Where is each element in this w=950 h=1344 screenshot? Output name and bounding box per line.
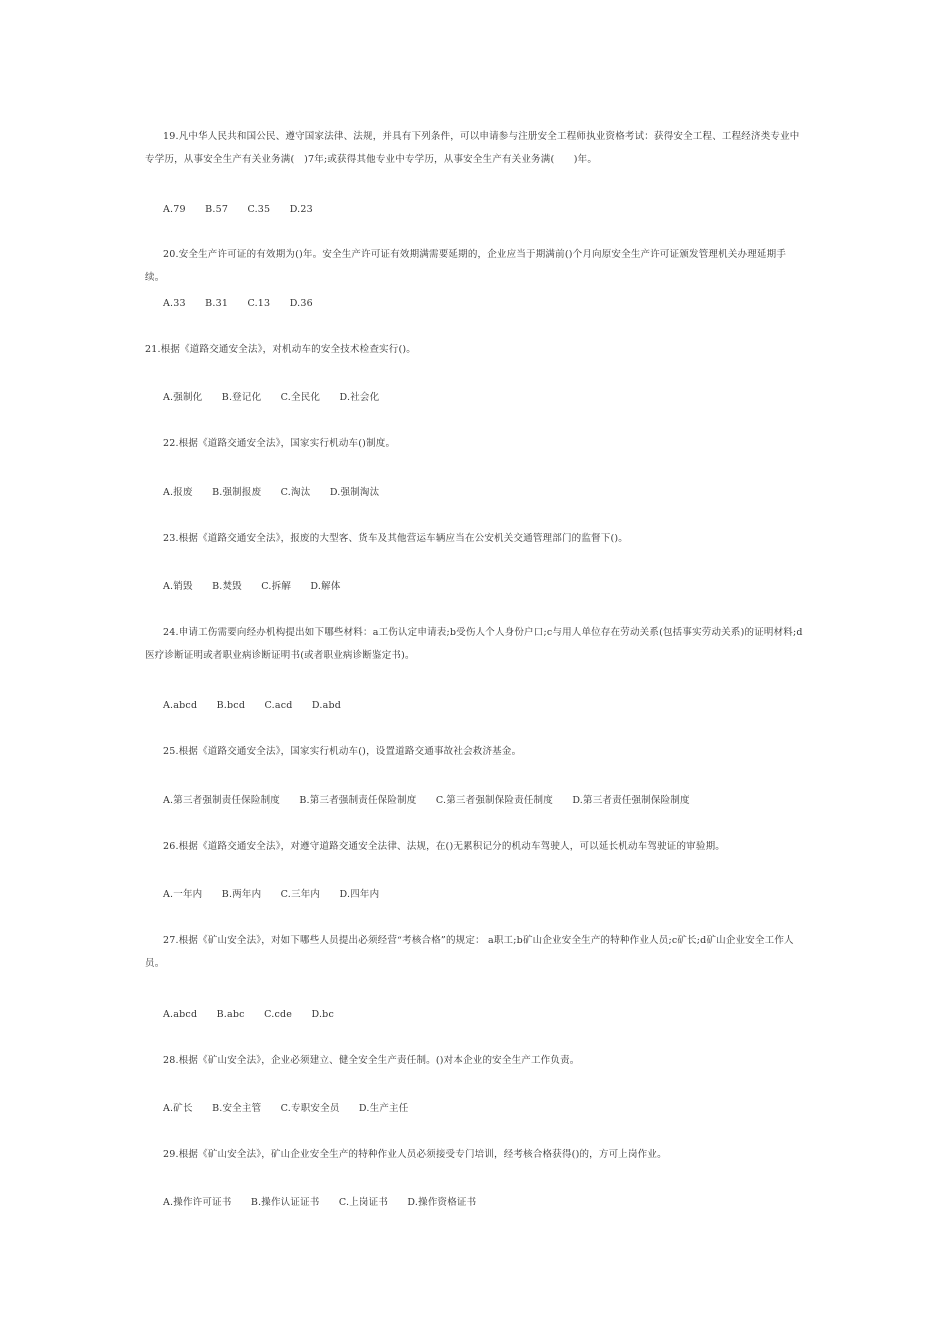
- question-26: 26.根据《道路交通安全法》，对遵守道路交通安全法律、法规，在()无累积记分的机动车驾驶人，可以延长机动车驾驶证的审验期。: [163, 841, 725, 852]
- options-26: A.一年内 B.两年内 C.三年内 D.四年内: [163, 889, 380, 900]
- options-22: A.报废 B.强制报废 C.淘汰 D.强制淘汰: [163, 487, 380, 498]
- question-21: 21.根据《道路交通安全法》，对机动车的安全技术检查实行()。: [145, 344, 416, 355]
- question-23: 23.根据《道路交通安全法》，报废的大型客、货车及其他营运车辆应当在公安机关交通管理部门的监督下()。: [163, 533, 628, 544]
- options-24: A.abcd B.bcd C.acd D.abd: [163, 700, 342, 711]
- question-20: 20.安全生产许可证的有效期为()年。安全生产许可证有效期满需要延期的，企业应当于期满前()个月向原安全生产许可证颁发管理机关办理延期手续。: [145, 249, 787, 283]
- options-23: A.销毁 B.焚毁 C.拆解 D.解体: [163, 581, 341, 592]
- question-29: 29.根据《矿山安全法》，矿山企业安全生产的特种作业人员必须接受专门培训，经考核合格获得()的，方可上岗作业。: [163, 1149, 667, 1160]
- question-24: 24.申请工伤需要向经办机构提出如下哪些材料：a工伤认定申请表;b受伤人个人身份户口;c与用人单位存在劳动关系(包括事实劳动关系)的证明材料;d医疗诊断证明或者职业病诊断证明书(或者职业病诊断鉴定书)。: [145, 627, 803, 661]
- options-28: A.矿长 B.安全主管 C.专职安全员 D.生产主任: [163, 1103, 409, 1114]
- question-19: 19.凡中华人民共和国公民、遵守国家法律、法规，并具有下列条件，可以申请参与注册安全工程师执业资格考试：获得安全工程、工程经济类专业中专学历，从事安全生产有关业务满( )7年;或获得其他专业中专学历，从事安全生产有关业务满( )年。: [145, 131, 800, 165]
- options-21: A.强制化 B.登记化 C.全民化 D.社会化: [163, 392, 380, 403]
- options-25: A.第三者强制责任保险制度 B.第三者强制责任保险制度 C.第三者强制保险责任制度 D.第三者责任强制保险制度: [163, 795, 690, 806]
- question-28: 28.根据《矿山安全法》，企业必须建立、健全安全生产责任制。()对本企业的安全生产工作负责。: [163, 1055, 580, 1066]
- options-29: A.操作许可证书 B.操作认证证书 C.上岗证书 D.操作资格证书: [163, 1197, 477, 1208]
- options-19: A.79 B.57 C.35 D.23: [163, 204, 313, 215]
- options-27: A.abcd B.abc C.cde D.bc: [163, 1009, 334, 1020]
- question-22: 22.根据《道路交通安全法》，国家实行机动车()制度。: [163, 438, 396, 449]
- question-27: 27.根据《矿山安全法》，对如下哪些人员提出必须经营“考核合格”的规定： a职工;b矿山企业安全生产的特种作业人员;c矿长;d矿山企业安全工作人员。: [145, 935, 794, 969]
- question-25: 25.根据《道路交通安全法》，国家实行机动车()，设置道路交通事故社会救济基金。: [163, 746, 522, 757]
- options-20: A.33 B.31 C.13 D.36: [163, 298, 313, 309]
